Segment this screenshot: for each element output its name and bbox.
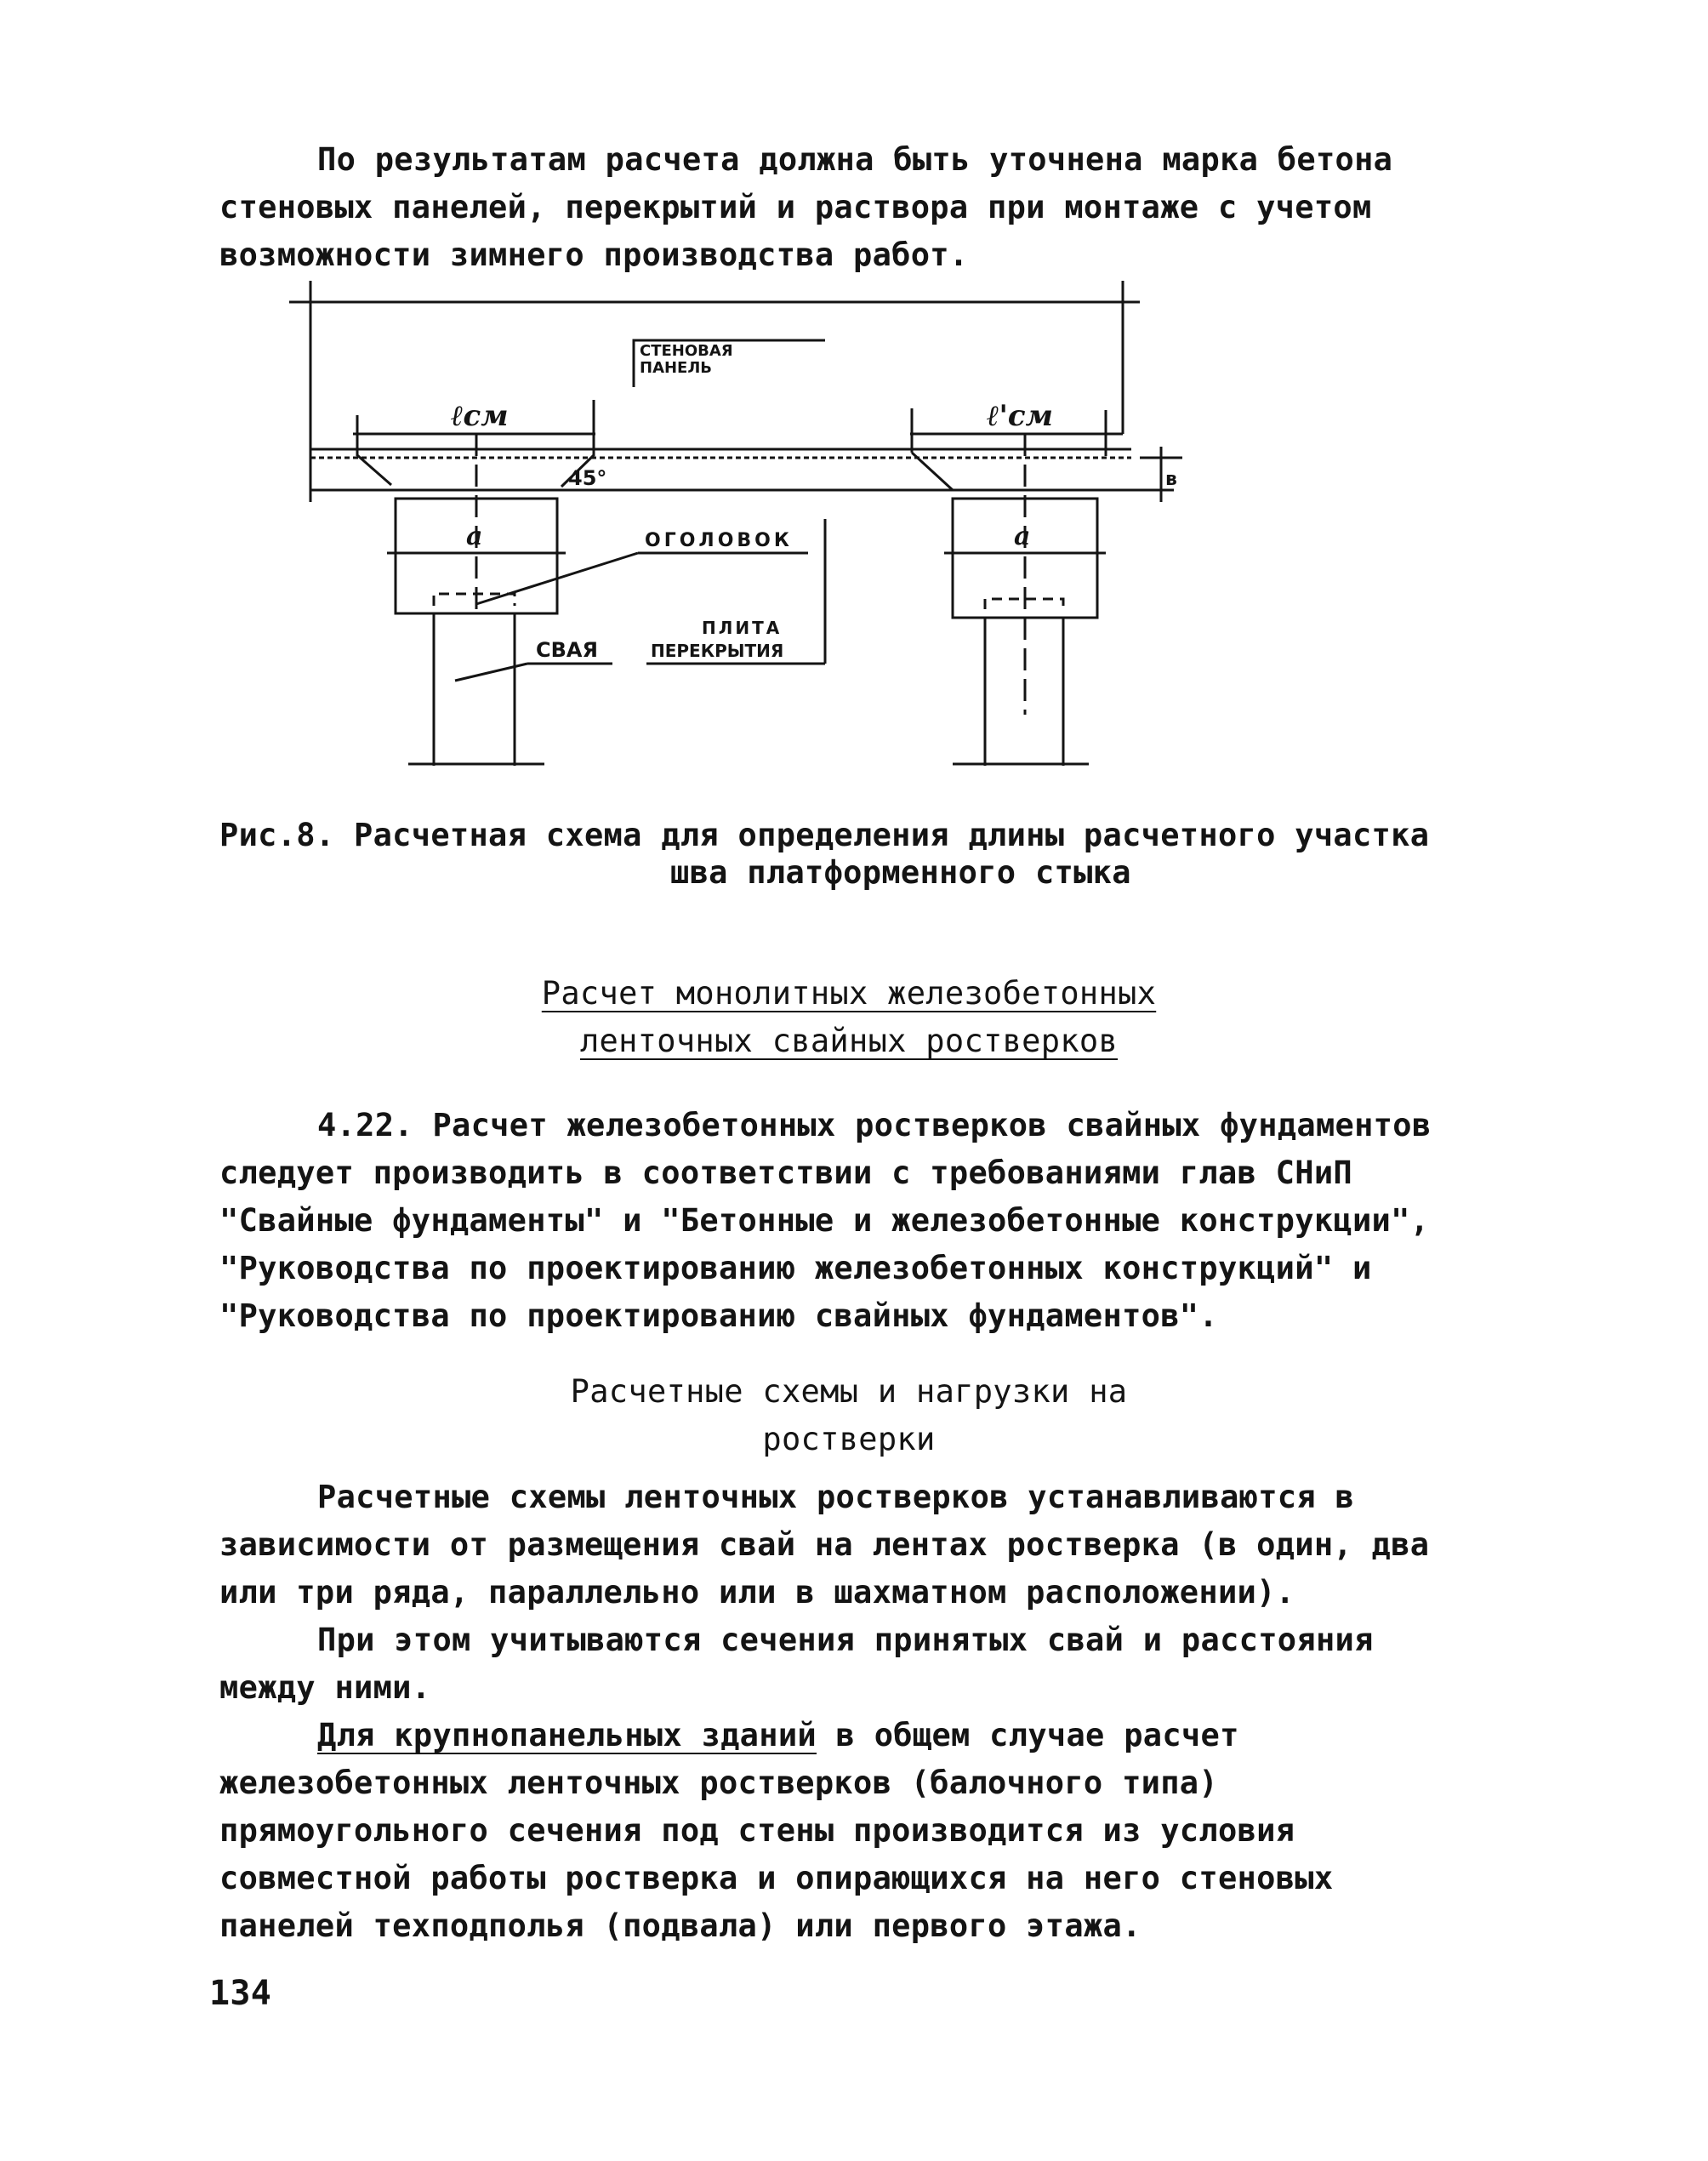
- label-l-cm: ℓсм: [451, 399, 509, 433]
- caption-line-1: Рис.8. Расчетная схема для определения длины расчетного участка: [219, 817, 1430, 853]
- paragraph-large-panel: [219, 1712, 1478, 1950]
- paragraph-4-22: 4.22. Расчет железобетонных ростверков свайных фундаментов следует производить в соответствии с требованиями глав СНиП "Свайные фундаменты" и "Бетонные и железобетонные конструкции", "Руководства по проектированию железобетонных конструкций" и "Руководства по проектированию свайных фундаментов".: [219, 1107, 1432, 1334]
- label-head: ОГОЛОВОК: [645, 530, 793, 551]
- label-a-left: a: [466, 522, 483, 551]
- label-wall-panel-1: СТЕНОВАЯ: [640, 342, 733, 360]
- section-title-monolithic: [219, 970, 1478, 1065]
- caption-line-2: шва платформенного стыка: [670, 854, 1131, 891]
- paragraph-schemes: Расчетные схемы ленточных ростверков устанавливаются в зависимости от размещения свай на лентах ростверка (в один, два или три ряда, параллельно или в шахматном расположении).: [219, 1479, 1430, 1611]
- label-wall-panel-2: ПАНЕЛЬ: [640, 359, 713, 377]
- page-number: 134: [209, 1974, 272, 2013]
- label-l-cm-prime: ℓ'см: [987, 399, 1053, 433]
- label-slab-1: ПЛИТА: [702, 618, 783, 638]
- figure-caption: [219, 817, 1495, 892]
- intro-paragraph: По результатам расчета должна быть уточнена марка бетона стеновых панелей, перекрытий и раствора при монтаже с учетом возможности зимнего производства работ.: [219, 141, 1393, 273]
- large-panel-underlined: Для крупнопанельных зданий: [317, 1717, 817, 1753]
- section-title-schemes: [219, 1368, 1478, 1463]
- section-title-line-1: Расчет монолитных железобетонных: [541, 975, 1157, 1012]
- label-pile: СВАЯ: [536, 638, 598, 662]
- label-angle: 45°: [568, 466, 607, 490]
- section2-title-line-1: Расчетные схемы и нагрузки на: [570, 1373, 1128, 1410]
- section-title-line-2: ленточных свайных ростверков: [579, 1023, 1119, 1059]
- section2-title-line-2: ростверки: [762, 1421, 936, 1457]
- pile-leader: [455, 664, 527, 681]
- label-slab-2: ПЕРЕКРЫТИЯ: [651, 641, 784, 661]
- large-panel-rest: в общем случае расчет железобетонных ленточных ростверков (балочного типа) прямоугольного сечения под стены производится из условия совместной работы ростверка и опирающихся на него стеновых панелей техподполья (подвала) или первого этажа.: [219, 1717, 1334, 1944]
- figure-8-diagram: [272, 272, 1208, 800]
- label-b: в: [1165, 469, 1177, 490]
- left-45-line-a: [357, 455, 391, 485]
- label-a-right: a: [1014, 522, 1031, 551]
- paragraph-sections: При этом учитываются сечения принятых свай и расстояния между ними.: [219, 1622, 1374, 1706]
- platform-joint-scheme: [272, 272, 1208, 800]
